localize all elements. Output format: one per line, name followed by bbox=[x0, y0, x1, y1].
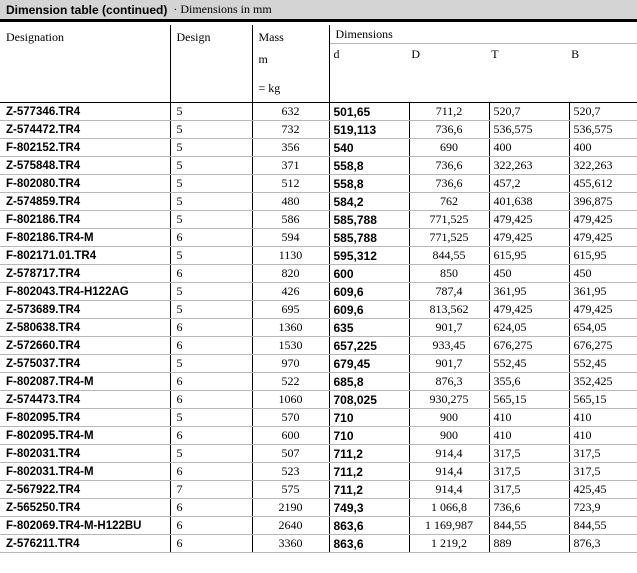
T-cell: 479,425 bbox=[489, 211, 569, 229]
design-cell: 6 bbox=[170, 463, 252, 481]
T-cell: 676,275 bbox=[489, 337, 569, 355]
design-cell: 5 bbox=[170, 247, 252, 265]
d-cell: 600 bbox=[329, 265, 409, 283]
d-cell: 711,2 bbox=[329, 463, 409, 481]
mass-cell: 522 bbox=[252, 373, 329, 391]
table-row bbox=[0, 247, 637, 265]
D-cell: 930,275 bbox=[409, 391, 489, 409]
T-cell: 361,95 bbox=[489, 283, 569, 301]
mass-cell: 356 bbox=[252, 139, 329, 157]
mass-cell: 480 bbox=[252, 193, 329, 211]
table-row bbox=[0, 193, 637, 211]
design-cell: 6 bbox=[170, 373, 252, 391]
design-cell: 5 bbox=[170, 175, 252, 193]
B-cell: 322,263 bbox=[569, 157, 637, 175]
B-cell: 410 bbox=[569, 409, 637, 427]
D-header: D bbox=[411, 47, 421, 61]
B-cell: 723,9 bbox=[569, 499, 637, 517]
mass-unit: = kg bbox=[258, 81, 281, 95]
B-cell: 455,612 bbox=[569, 175, 637, 193]
table-row bbox=[0, 517, 637, 535]
designation-cell: F-802080.TR4 bbox=[0, 175, 170, 193]
table-row bbox=[0, 283, 637, 301]
T-cell: 410 bbox=[489, 427, 569, 445]
designation-cell: Z-575848.TR4 bbox=[0, 157, 170, 175]
d-cell: 679,45 bbox=[329, 355, 409, 373]
design-cell: 5 bbox=[170, 211, 252, 229]
D-cell: 876,3 bbox=[409, 373, 489, 391]
B-cell: 317,5 bbox=[569, 463, 637, 481]
design-cell: 6 bbox=[170, 535, 252, 553]
T-cell: 520,7 bbox=[489, 103, 569, 121]
design-cell: 5 bbox=[170, 139, 252, 157]
table-row bbox=[0, 319, 637, 337]
design-cell: 5 bbox=[170, 121, 252, 139]
B-cell: 425,45 bbox=[569, 481, 637, 499]
d-cell: 657,225 bbox=[329, 337, 409, 355]
mass-cell: 371 bbox=[252, 157, 329, 175]
B-cell: 479,425 bbox=[569, 229, 637, 247]
table-row bbox=[0, 139, 637, 157]
designation-cell: Z-574473.TR4 bbox=[0, 391, 170, 409]
designation-cell: Z-573689.TR4 bbox=[0, 301, 170, 319]
d-cell: 558,8 bbox=[329, 157, 409, 175]
D-cell: 813,562 bbox=[409, 301, 489, 319]
T-cell: 355,6 bbox=[489, 373, 569, 391]
table-row bbox=[0, 175, 637, 193]
D-cell: 844,55 bbox=[409, 247, 489, 265]
designation-cell: Z-572660.TR4 bbox=[0, 337, 170, 355]
design-cell: 5 bbox=[170, 157, 252, 175]
D-cell: 901,7 bbox=[409, 355, 489, 373]
table-row bbox=[0, 265, 637, 283]
T-cell: 552,45 bbox=[489, 355, 569, 373]
D-cell: 1 219,2 bbox=[409, 535, 489, 553]
table-row bbox=[0, 229, 637, 247]
B-cell: 615,95 bbox=[569, 247, 637, 265]
B-cell: 479,425 bbox=[569, 211, 637, 229]
designation-cell: F-802043.TR4-H122AG bbox=[0, 283, 170, 301]
table-row bbox=[0, 355, 637, 373]
d-cell: 558,8 bbox=[329, 175, 409, 193]
designation-cell: Z-576211.TR4 bbox=[0, 535, 170, 553]
design-cell: 5 bbox=[170, 445, 252, 463]
B-cell: 400 bbox=[569, 139, 637, 157]
d-cell: 710 bbox=[329, 409, 409, 427]
design-cell: 5 bbox=[170, 193, 252, 211]
T-cell: 479,425 bbox=[489, 229, 569, 247]
mass-symbol: m bbox=[258, 52, 268, 66]
B-cell: 565,15 bbox=[569, 391, 637, 409]
T-header: T bbox=[491, 47, 499, 61]
D-cell: 736,6 bbox=[409, 121, 489, 139]
D-cell: 933,45 bbox=[409, 337, 489, 355]
design-cell: 5 bbox=[170, 103, 252, 121]
T-cell: 317,5 bbox=[489, 463, 569, 481]
design-cell: 5 bbox=[170, 355, 252, 373]
B-cell: 676,275 bbox=[569, 337, 637, 355]
table-row bbox=[0, 301, 637, 319]
T-cell: 536,575 bbox=[489, 121, 569, 139]
d-cell: 635 bbox=[329, 319, 409, 337]
T-cell: 317,5 bbox=[489, 445, 569, 463]
designation-cell: F-802087.TR4-M bbox=[0, 373, 170, 391]
mass-label: Mass bbox=[258, 30, 284, 44]
mass-cell: 820 bbox=[252, 265, 329, 283]
mass-cell: 970 bbox=[252, 355, 329, 373]
d-cell: 609,6 bbox=[329, 301, 409, 319]
d-cell: 863,6 bbox=[329, 535, 409, 553]
D-cell: 901,7 bbox=[409, 319, 489, 337]
table-row bbox=[0, 157, 637, 175]
B-cell: 520,7 bbox=[569, 103, 637, 121]
d-cell: 710 bbox=[329, 427, 409, 445]
table-row bbox=[0, 445, 637, 463]
D-cell: 900 bbox=[409, 427, 489, 445]
B-cell: 654,05 bbox=[569, 319, 637, 337]
table-row bbox=[0, 409, 637, 427]
design-cell: 5 bbox=[170, 409, 252, 427]
mass-header bbox=[252, 25, 329, 103]
mass-cell: 600 bbox=[252, 427, 329, 445]
design-cell: 6 bbox=[170, 229, 252, 247]
designation-cell: F-802171.01.TR4 bbox=[0, 247, 170, 265]
d-cell: 540 bbox=[329, 139, 409, 157]
designation-cell: Z-575037.TR4 bbox=[0, 355, 170, 373]
d-cell: 609,6 bbox=[329, 283, 409, 301]
design-cell: 7 bbox=[170, 481, 252, 499]
mass-cell: 512 bbox=[252, 175, 329, 193]
B-cell: 844,55 bbox=[569, 517, 637, 535]
design-cell: 6 bbox=[170, 337, 252, 355]
table-row bbox=[0, 103, 637, 121]
d-cell: 711,2 bbox=[329, 445, 409, 463]
B-cell: 876,3 bbox=[569, 535, 637, 553]
design-header: Design bbox=[170, 25, 252, 103]
d-cell: 685,8 bbox=[329, 373, 409, 391]
designation-cell: Z-578717.TR4 bbox=[0, 265, 170, 283]
T-cell: 317,5 bbox=[489, 481, 569, 499]
T-cell: 450 bbox=[489, 265, 569, 283]
dimensions-header bbox=[329, 25, 637, 103]
D-cell: 771,525 bbox=[409, 211, 489, 229]
mass-cell: 1130 bbox=[252, 247, 329, 265]
d-cell: 749,3 bbox=[329, 499, 409, 517]
T-cell: 322,263 bbox=[489, 157, 569, 175]
designation-cell: F-802031.TR4 bbox=[0, 445, 170, 463]
d-cell: 519,113 bbox=[329, 121, 409, 139]
table-row bbox=[0, 391, 637, 409]
d-cell: 711,2 bbox=[329, 481, 409, 499]
mass-cell: 632 bbox=[252, 103, 329, 121]
d-cell: 595,312 bbox=[329, 247, 409, 265]
d-header: d bbox=[333, 47, 340, 61]
design-cell: 6 bbox=[170, 517, 252, 535]
T-cell: 615,95 bbox=[489, 247, 569, 265]
B-cell: 450 bbox=[569, 265, 637, 283]
mass-cell: 594 bbox=[252, 229, 329, 247]
D-cell: 711,2 bbox=[409, 103, 489, 121]
D-cell: 914,4 bbox=[409, 445, 489, 463]
D-cell: 1 066,8 bbox=[409, 499, 489, 517]
table-row bbox=[0, 535, 637, 553]
designation-cell: F-802031.TR4-M bbox=[0, 463, 170, 481]
design-cell: 6 bbox=[170, 319, 252, 337]
mass-cell: 426 bbox=[252, 283, 329, 301]
T-cell: 457,2 bbox=[489, 175, 569, 193]
mass-cell: 575 bbox=[252, 481, 329, 499]
designation-cell: F-802152.TR4 bbox=[0, 139, 170, 157]
designation-cell: Z-577346.TR4 bbox=[0, 103, 170, 121]
D-cell: 787,4 bbox=[409, 283, 489, 301]
B-cell: 352,425 bbox=[569, 373, 637, 391]
table-subtitle: · Dimensions in mm bbox=[173, 2, 272, 16]
designation-cell: Z-565250.TR4 bbox=[0, 499, 170, 517]
table-row bbox=[0, 463, 637, 481]
mass-cell: 507 bbox=[252, 445, 329, 463]
T-cell: 624,05 bbox=[489, 319, 569, 337]
D-cell: 771,525 bbox=[409, 229, 489, 247]
mass-cell: 2640 bbox=[252, 517, 329, 535]
mass-cell: 523 bbox=[252, 463, 329, 481]
designation-cell: Z-574472.TR4 bbox=[0, 121, 170, 139]
mass-cell: 1060 bbox=[252, 391, 329, 409]
dimension-table bbox=[0, 25, 637, 553]
T-cell: 479,425 bbox=[489, 301, 569, 319]
designation-header: Designation bbox=[0, 25, 170, 103]
designation-cell: F-802095.TR4-M bbox=[0, 427, 170, 445]
table-row bbox=[0, 427, 637, 445]
D-cell: 736,6 bbox=[409, 157, 489, 175]
T-cell: 401,638 bbox=[489, 193, 569, 211]
mass-cell: 586 bbox=[252, 211, 329, 229]
table-row bbox=[0, 337, 637, 355]
D-cell: 914,4 bbox=[409, 463, 489, 481]
T-cell: 889 bbox=[489, 535, 569, 553]
B-cell: 479,425 bbox=[569, 301, 637, 319]
mass-cell: 2190 bbox=[252, 499, 329, 517]
header-row bbox=[0, 25, 637, 103]
D-cell: 1 169,987 bbox=[409, 517, 489, 535]
T-cell: 410 bbox=[489, 409, 569, 427]
d-cell: 863,6 bbox=[329, 517, 409, 535]
D-cell: 736,6 bbox=[409, 175, 489, 193]
table-row bbox=[0, 211, 637, 229]
design-cell: 6 bbox=[170, 427, 252, 445]
D-cell: 900 bbox=[409, 409, 489, 427]
designation-cell: Z-574859.TR4 bbox=[0, 193, 170, 211]
d-cell: 501,65 bbox=[329, 103, 409, 121]
designation-cell: Z-580638.TR4 bbox=[0, 319, 170, 337]
designation-cell: F-802095.TR4 bbox=[0, 409, 170, 427]
mass-cell: 1360 bbox=[252, 319, 329, 337]
mass-cell: 570 bbox=[252, 409, 329, 427]
table-row bbox=[0, 373, 637, 391]
B-cell: 552,45 bbox=[569, 355, 637, 373]
D-cell: 914,4 bbox=[409, 481, 489, 499]
table-row bbox=[0, 481, 637, 499]
table-title: Dimension table (continued) bbox=[6, 2, 168, 17]
designation-cell: F-802069.TR4-M-H122BU bbox=[0, 517, 170, 535]
mass-cell: 695 bbox=[252, 301, 329, 319]
design-cell: 5 bbox=[170, 301, 252, 319]
d-cell: 585,788 bbox=[329, 229, 409, 247]
designation-cell: Z-567922.TR4 bbox=[0, 481, 170, 499]
B-header: B bbox=[571, 47, 580, 61]
dimensions-label: Dimensions bbox=[330, 25, 637, 44]
B-cell: 361,95 bbox=[569, 283, 637, 301]
T-cell: 565,15 bbox=[489, 391, 569, 409]
B-cell: 536,575 bbox=[569, 121, 637, 139]
D-cell: 850 bbox=[409, 265, 489, 283]
mass-cell: 3360 bbox=[252, 535, 329, 553]
D-cell: 690 bbox=[409, 139, 489, 157]
table-row bbox=[0, 121, 637, 139]
mass-cell: 732 bbox=[252, 121, 329, 139]
T-cell: 400 bbox=[489, 139, 569, 157]
design-cell: 6 bbox=[170, 499, 252, 517]
B-cell: 410 bbox=[569, 427, 637, 445]
B-cell: 396,875 bbox=[569, 193, 637, 211]
B-cell: 317,5 bbox=[569, 445, 637, 463]
D-cell: 762 bbox=[409, 193, 489, 211]
designation-cell: F-802186.TR4-M bbox=[0, 229, 170, 247]
d-cell: 708,025 bbox=[329, 391, 409, 409]
d-cell: 585,788 bbox=[329, 211, 409, 229]
table-title-bar bbox=[0, 0, 637, 22]
design-cell: 6 bbox=[170, 265, 252, 283]
mass-cell: 1530 bbox=[252, 337, 329, 355]
designation-cell: F-802186.TR4 bbox=[0, 211, 170, 229]
T-cell: 844,55 bbox=[489, 517, 569, 535]
design-cell: 6 bbox=[170, 391, 252, 409]
table-row bbox=[0, 499, 637, 517]
d-cell: 584,2 bbox=[329, 193, 409, 211]
table-body bbox=[0, 103, 637, 553]
T-cell: 736,6 bbox=[489, 499, 569, 517]
design-cell: 5 bbox=[170, 283, 252, 301]
